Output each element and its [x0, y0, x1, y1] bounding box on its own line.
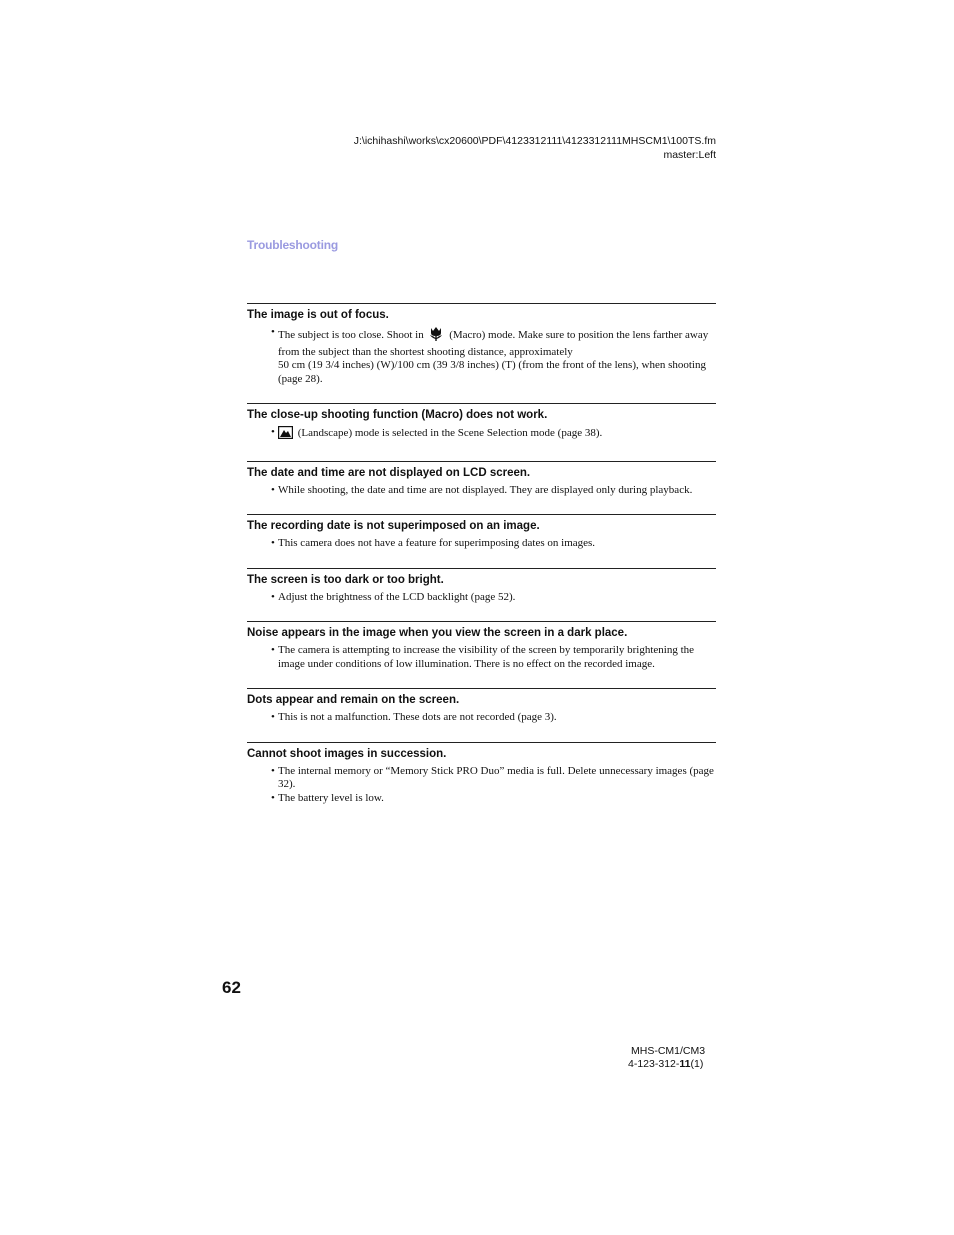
- bullet-list: [247, 765, 716, 806]
- trouble-title: The image is out of focus.: [247, 309, 389, 321]
- bullet-item: [278, 326, 716, 386]
- trouble-title: The date and time are not displayed on LCD screen.: [247, 466, 531, 479]
- bullet-item: [278, 426, 716, 444]
- macro-tulip-icon: [428, 326, 444, 346]
- bullet-text: (Landscape) mode is selected in the Scene Selection mode (page 38).: [297, 427, 603, 439]
- trouble-title: The close-up shooting function (Macro) does not work.: [247, 409, 548, 421]
- trouble-item: [247, 303, 716, 386]
- bullet-list: [247, 644, 716, 671]
- bullet-list: [247, 537, 716, 551]
- model-info: [628, 1045, 705, 1071]
- bullet-list: [247, 591, 716, 605]
- trouble-item: [247, 461, 716, 498]
- bullet-list: [247, 426, 716, 444]
- part-code-prefix: 4-123-312-: [628, 1058, 680, 1070]
- bullet-text: The subject is too close. Shoot in: [278, 329, 424, 341]
- trouble-item: [247, 621, 716, 671]
- trouble-item: [247, 403, 716, 444]
- master-page-label: master:Left: [663, 149, 716, 161]
- file-path: J:\ichihashi\works\cx20600\PDF\4123312111\4123312111MHSCM1\100TS.fm: [353, 135, 716, 147]
- trouble-item: [247, 742, 716, 806]
- bullet-item: • This camera does not have a feature for superimposing dates on images.: [278, 537, 716, 551]
- trouble-title: Noise appears in the image when you view the screen in a dark place.: [247, 627, 628, 639]
- trouble-title: The recording date is not superimposed on an image.: [247, 520, 540, 532]
- bullet-item: • This is not a malfunction. These dots are not recorded (page 3).: [278, 711, 716, 725]
- model-name: MHS-CM1/CM3: [631, 1045, 706, 1057]
- bullet-list: [247, 484, 716, 498]
- part-code-suffix: (1): [690, 1058, 704, 1070]
- page-number: 62: [222, 978, 241, 997]
- trouble-title: Dots appear and remain on the screen.: [247, 694, 460, 706]
- bullet-list: [247, 326, 716, 386]
- troubleshooting-list: [247, 303, 716, 822]
- trouble-title: The screen is too dark or too bright.: [247, 573, 444, 586]
- file-path-header: [354, 134, 716, 162]
- part-code: [628, 1058, 705, 1071]
- section-label: Troubleshooting: [247, 238, 338, 252]
- bullet-item: • The internal memory or “Memory Stick PRO Duo” media is full. Delete unnecessary images (page 32).: [278, 765, 716, 792]
- trouble-title: Cannot shoot images in succession.: [247, 747, 447, 760]
- bullet-item: • While shooting, the date and time are not displayed. They are displayed only during playback.: [278, 484, 716, 498]
- trouble-item: [247, 514, 716, 551]
- bullet-item: • The battery level is low.: [278, 792, 716, 806]
- bullet-item: • Adjust the brightness of the LCD backlight (page 52).: [278, 591, 716, 605]
- trouble-item: [247, 688, 716, 725]
- landscape-mountain-icon: [278, 426, 293, 444]
- bullet-list: [247, 711, 716, 725]
- bullet-text: 50 cm (19 3/4 inches) (W)/100 cm (39 3/8 inches) (T) (from the front of the lens), when shooting (page 28).: [278, 359, 706, 385]
- part-code-revision: 11: [679, 1058, 691, 1070]
- bullet-text: (Macro) mode. Make sure to position the lens farther away from the subject than the shortest shooting distance, approximately: [278, 329, 709, 358]
- bullet-item: • The camera is attempting to increase the visibility of the screen by temporarily brightening the image under conditions of low illumination. There is no effect on the recorded image.: [278, 644, 716, 671]
- trouble-item: [247, 568, 716, 605]
